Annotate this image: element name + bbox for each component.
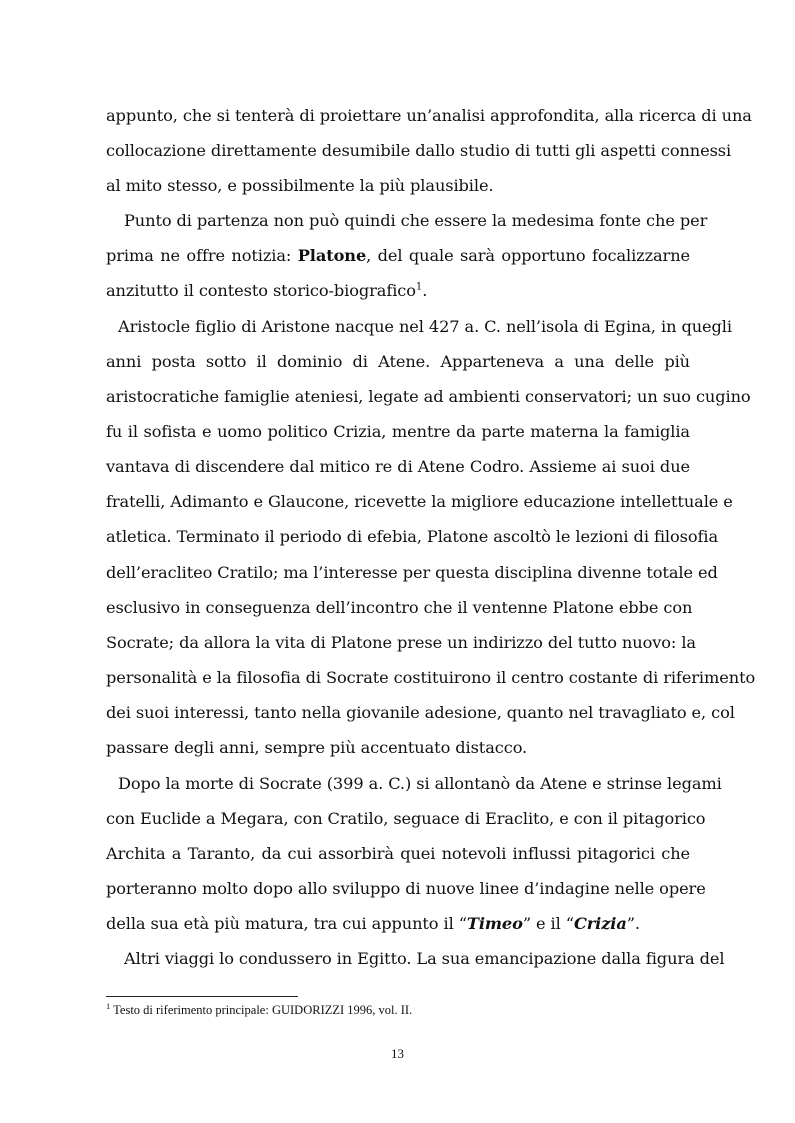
- body-line-4: Punto di partenza non può quindi che essere la medesima fonte che per: [124, 211, 708, 230]
- body-text: .: [422, 281, 428, 300]
- body-line-19: passare degli anni, sempre più accentuato distacco.: [106, 738, 528, 757]
- body-line-20: Dopo la morte di Socrate (399 a. C.) si allontanò da Atene e strinse legami: [118, 774, 722, 793]
- body-line-3: al mito stesso, e possibilmente la più plausibile.: [106, 176, 494, 195]
- crizia-title: Crizia: [573, 914, 627, 933]
- body-line-8: anni posta sotto il dominio di Atene. Apparteneva a una delle più: [106, 352, 690, 371]
- platone-name: Platone: [297, 246, 367, 265]
- footnote-author: UIDORIZZI: [280, 1003, 345, 1017]
- timeo-title: Timeo: [466, 914, 523, 933]
- body-text: anzitutto il contesto storico-biografico: [106, 281, 416, 300]
- body-line-7: Aristocle figlio di Aristone nacque nel 427 a. C. nell’isola di Egina, in quegli: [118, 317, 732, 336]
- body-line-17: personalità e la filosofia di Socrate costituirono il centro costante di riferimento: [106, 668, 756, 687]
- body-line-25: Altri viaggi lo condussero in Egitto. La sua emancipazione dalla figura del: [124, 949, 725, 968]
- page-number: 13: [391, 1046, 404, 1061]
- body-line-6: [106, 281, 690, 301]
- body-text: ”.: [626, 914, 640, 933]
- body-line-1: appunto, che si tenterà di proiettare un’analisi approfondita, alla ricerca di una: [106, 106, 752, 125]
- body-line-15: esclusivo in conseguenza dell’incontro che il ventenne Platone ebbe con: [106, 598, 693, 617]
- body-line-18: dei suoi interessi, tanto nella giovanile adesione, quanto nel travagliato e, col: [106, 703, 735, 722]
- body-line-16: Socrate; da allora la vita di Platone prese un indirizzo del tutto nuovo: la: [106, 633, 696, 652]
- footnote-separator: [106, 996, 298, 997]
- body-line-9: aristocratiche famiglie ateniesi, legate ad ambienti conservatori; un suo cugino: [106, 387, 751, 406]
- body-line-11: vantava di discendere dal mitico re di Atene Codro. Assieme ai suoi due: [106, 457, 690, 476]
- footnote-text: 1996, vol. II.: [344, 1003, 413, 1017]
- footnote: [106, 1002, 412, 1018]
- footnote-reference[interactable]: 1: [415, 281, 423, 293]
- body-text: prima ne offre notizia:: [106, 246, 292, 265]
- body-line-23: porteranno molto dopo allo sviluppo di nuove linee d’indagine nelle opere: [106, 879, 706, 898]
- body-line-13: atletica. Terminato il periodo di efebia, Platone ascoltò le lezioni di filosofia: [106, 527, 719, 546]
- body-line-14: dell’eracliteo Cratilo; ma l’interesse per questa disciplina divenne totale ed: [106, 563, 718, 582]
- body-line-24: [106, 914, 690, 934]
- body-line-12: fratelli, Adimanto e Glaucone, ricevette la migliore educazione intellettuale e: [106, 492, 733, 511]
- body-text: , del quale sarà opportuno focalizzarne: [366, 246, 690, 265]
- body-line-22: Archita a Taranto, da cui assorbirà quei notevoli influssi pitagorici che: [106, 844, 690, 863]
- body-line-10: fu il sofista e uomo politico Crizia, mentre da parte materna la famiglia: [106, 422, 690, 441]
- footnote-text: Testo di riferimento principale: G: [110, 1003, 281, 1017]
- body-line-21: con Euclide a Megara, con Cratilo, seguace di Eraclito, e con il pitagorico: [106, 809, 706, 828]
- body-text: ” e il “: [522, 914, 574, 933]
- body-text: della sua età più matura, tra cui appunto il “: [106, 914, 467, 933]
- footnote-marker: 1: [106, 1000, 111, 1011]
- body-line-2: collocazione direttamente desumibile dallo studio di tutti gli aspetti connessi: [106, 141, 732, 160]
- body-line-5: [106, 246, 690, 266]
